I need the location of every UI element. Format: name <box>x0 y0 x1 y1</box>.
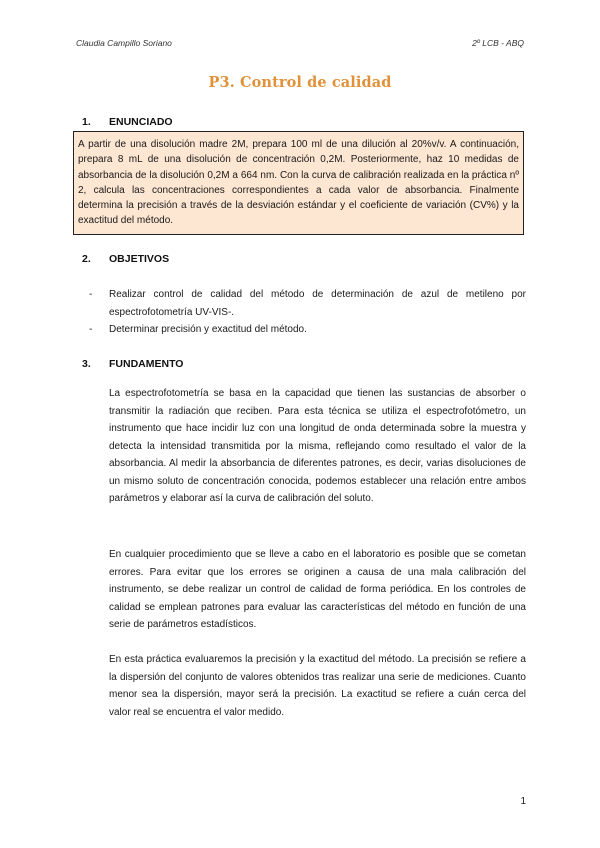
page-number: 1 <box>520 796 526 807</box>
section-title: ENUNCIADO <box>109 116 173 128</box>
statement-box: A partir de una disolución madre 2M, prepara 100 ml de una dilución al 20%v/v. A continuación, prepara 8 mL de una disolución de concentración 0,2M. Posteriormente, haz 10 medidas de absorbancia de la disolución 0,2M a 664 nm. Con la curva de calibración realizada en la práctica nº 2, calcula las concentraciones correspondientes a cada valor de absorbancia. Finalmente determina la precisión a través de la desviación estándar y el coeficiente de variación (CV%) y la exactitud del método. <box>73 131 524 235</box>
paragraph: En cualquier procedimiento que se lleve a cabo en el laboratorio es posible que se cometan errores. Para evitar que los errores se originen a causa de una mala calibración del instrumento, se debe realizar un control de calidad de forma periódica. En los controles de calidad se emplean patrones para evaluar las características del método en función de una serie de parámetros estadísticos. <box>109 549 526 630</box>
list-item-text: Determinar precisión y exactitud del método. <box>109 324 307 335</box>
bullet-dash: - <box>89 289 93 300</box>
paragraph: En esta práctica evaluaremos la precisión y la exactitud del método. La precisión se refiere a la dispersión del conjunto de valores obtenidos tras realizar una serie de mediciones. Cuanto menor sea la dispersión, mayor será la precisión. La exactitud se refiere a cuán cerca del valor real se encuentra el valor medido. <box>109 654 526 718</box>
section-number: 3. <box>82 358 91 370</box>
paragraph: La espectrofotometría se basa en la capacidad que tienen las sustancias de absorber o transmitir la radiación que reciben. Para esta técnica se utiliza el espectrofotómetro, un instrumento que hace incidir luz con una longitud de onda determinada sobre la muestra y detecta la intensidad transmitida por la misma, reflejando como resultado el valor de la absorbancia. Al medir la absorbancia de diferentes patrones, es decir, varias disoluciones de un mismo soluto de concentración conocida, podemos establecer una relación entre ambos parámetros y elaborar así la curva de calibración del soluto. <box>109 388 526 504</box>
section-number: 1. <box>82 116 91 128</box>
list-item <box>86 321 526 339</box>
section-number: 2. <box>82 253 91 265</box>
list-item-text: Realizar control de calidad del método de determinación de azul de metileno por espectrofotometría UV-VIS-. <box>109 289 526 318</box>
header-author: Claudia Campillo Soriano <box>76 38 172 48</box>
header-course: 2º LCB - ABQ <box>472 38 524 48</box>
list-item <box>86 286 526 321</box>
bullet-dash: - <box>89 324 93 335</box>
page-title: P3. Control de calidad <box>208 74 392 91</box>
objectives-list <box>86 286 526 339</box>
section-title: FUNDAMENTO <box>109 358 184 370</box>
section-title: OBJETIVOS <box>109 253 170 265</box>
